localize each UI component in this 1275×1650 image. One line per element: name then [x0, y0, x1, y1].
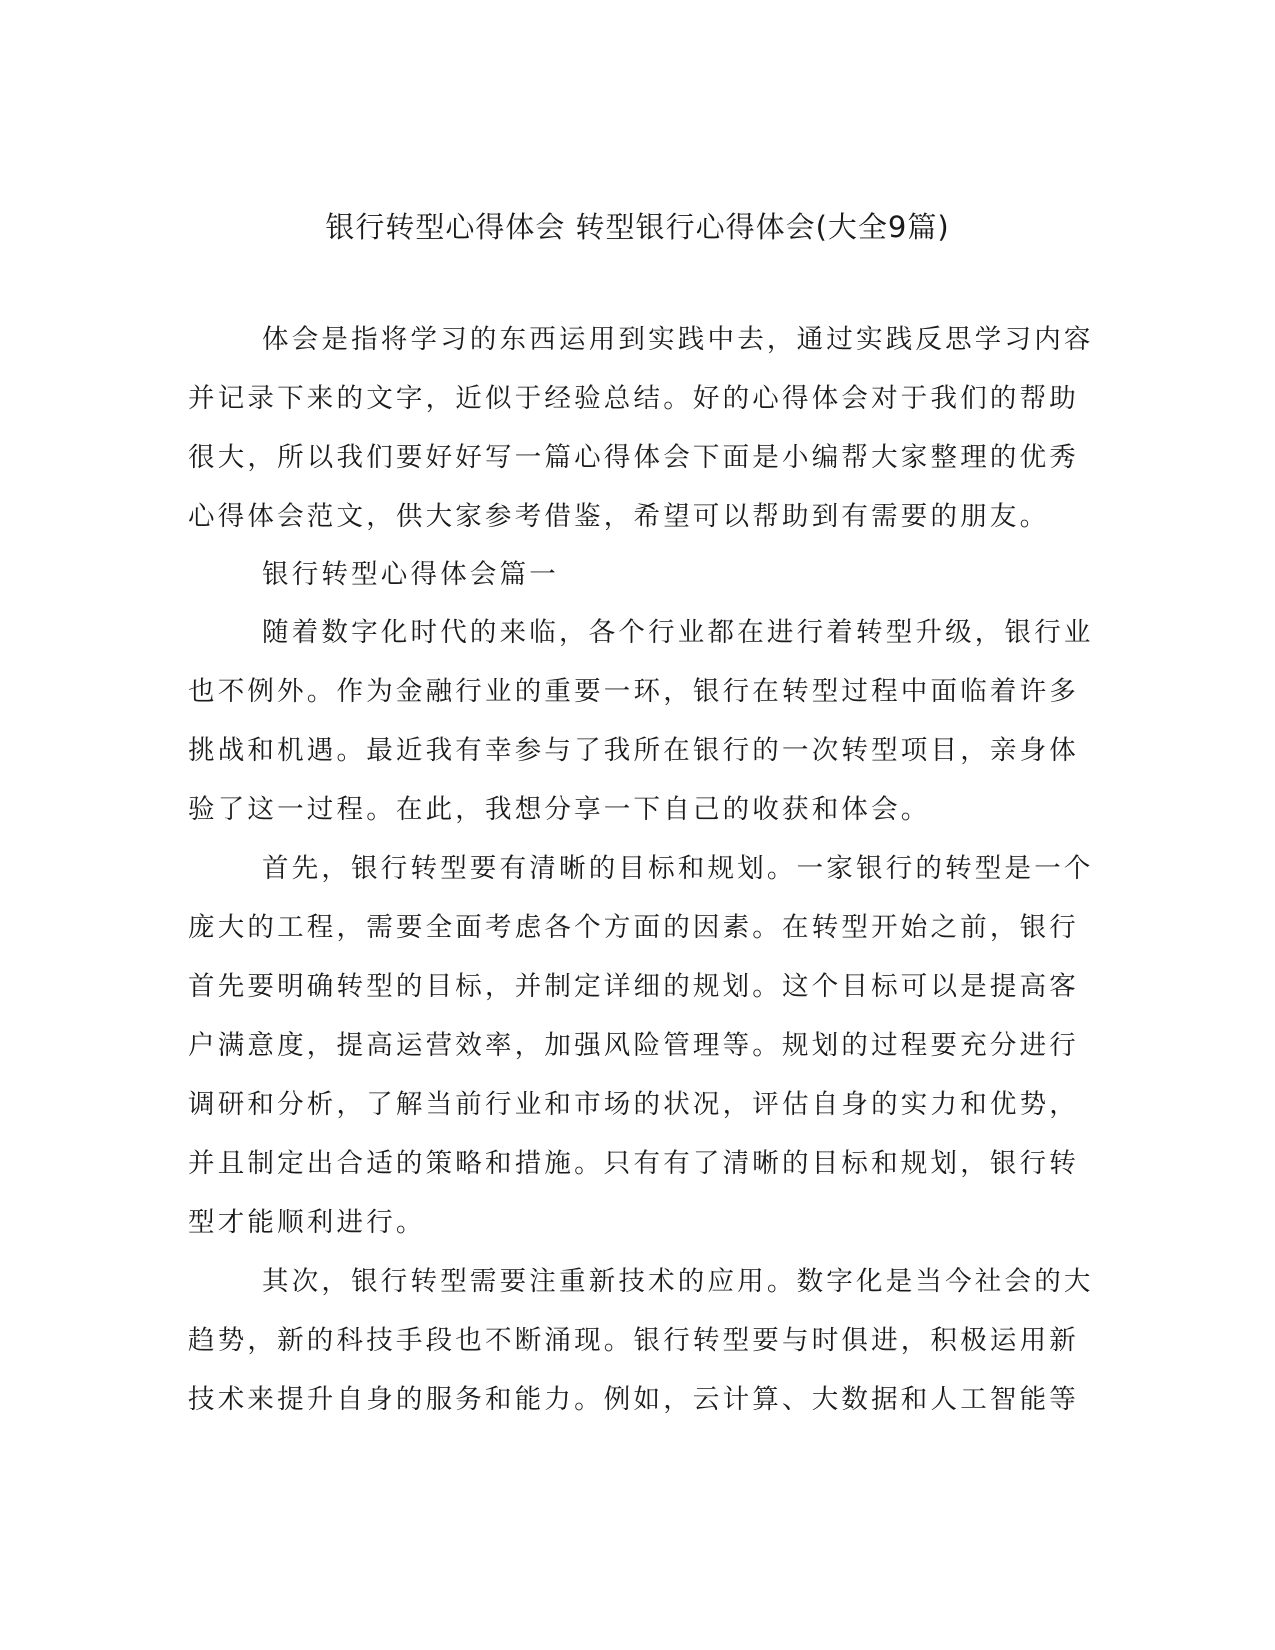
- intro-line: 并记录下来的文字，近似于经验总结。好的心得体会对于我们的帮助: [188, 383, 1079, 414]
- intro-line: 心得体会范文，供大家参考借鉴，希望可以帮助到有需要的朋友。: [188, 501, 1050, 532]
- paragraph-line: 验了这一过程。在此，我想分享一下自己的收获和体会。: [188, 794, 931, 825]
- paragraph-line: 调研和分析，了解当前行业和市场的状况，评估自身的实力和优势，: [188, 1089, 1079, 1120]
- document-title: 银行转型心得体会 转型银行心得体会(大全9篇): [325, 210, 950, 244]
- paragraph-line: 也不例外。作为金融行业的重要一环，银行在转型过程中面临着许多: [188, 676, 1079, 707]
- paragraph-line: 户满意度，提高运营效率，加强风险管理等。规划的过程要充分进行: [188, 1030, 1079, 1061]
- paragraph-line: 并且制定出合适的策略和措施。只有有了清晰的目标和规划，银行转: [188, 1148, 1079, 1179]
- paragraph-line: 型才能顺利进行。: [188, 1207, 426, 1238]
- paragraph-line: 趋势，新的科技手段也不断涌现。银行转型要与时俱进，积极运用新: [188, 1325, 1079, 1356]
- paragraph-line: 首先要明确转型的目标，并制定详细的规划。这个目标可以是提高客: [188, 971, 1079, 1002]
- paragraph-line: 技术来提升自身的服务和能力。例如，云计算、大数据和人工智能等: [188, 1384, 1079, 1415]
- paragraph-line: 首先，银行转型要有清晰的目标和规划。一家银行的转型是一个: [262, 853, 1094, 884]
- intro-line: 很大，所以我们要好好写一篇心得体会下面是小编帮大家整理的优秀: [188, 442, 1079, 473]
- intro-line: 体会是指将学习的东西运用到实践中去，通过实践反思学习内容: [262, 324, 1094, 355]
- paragraph-line: 其次，银行转型需要注重新技术的应用。数字化是当今社会的大: [262, 1266, 1094, 1297]
- paragraph-line: 随着数字化时代的来临，各个行业都在进行着转型升级，银行业: [262, 617, 1094, 648]
- paragraph-line: 挑战和机遇。最近我有幸参与了我所在银行的一次转型项目，亲身体: [188, 735, 1079, 766]
- section-heading: 银行转型心得体会篇一: [262, 559, 559, 590]
- paragraph-line: 庞大的工程，需要全面考虑各个方面的因素。在转型开始之前，银行: [188, 912, 1079, 943]
